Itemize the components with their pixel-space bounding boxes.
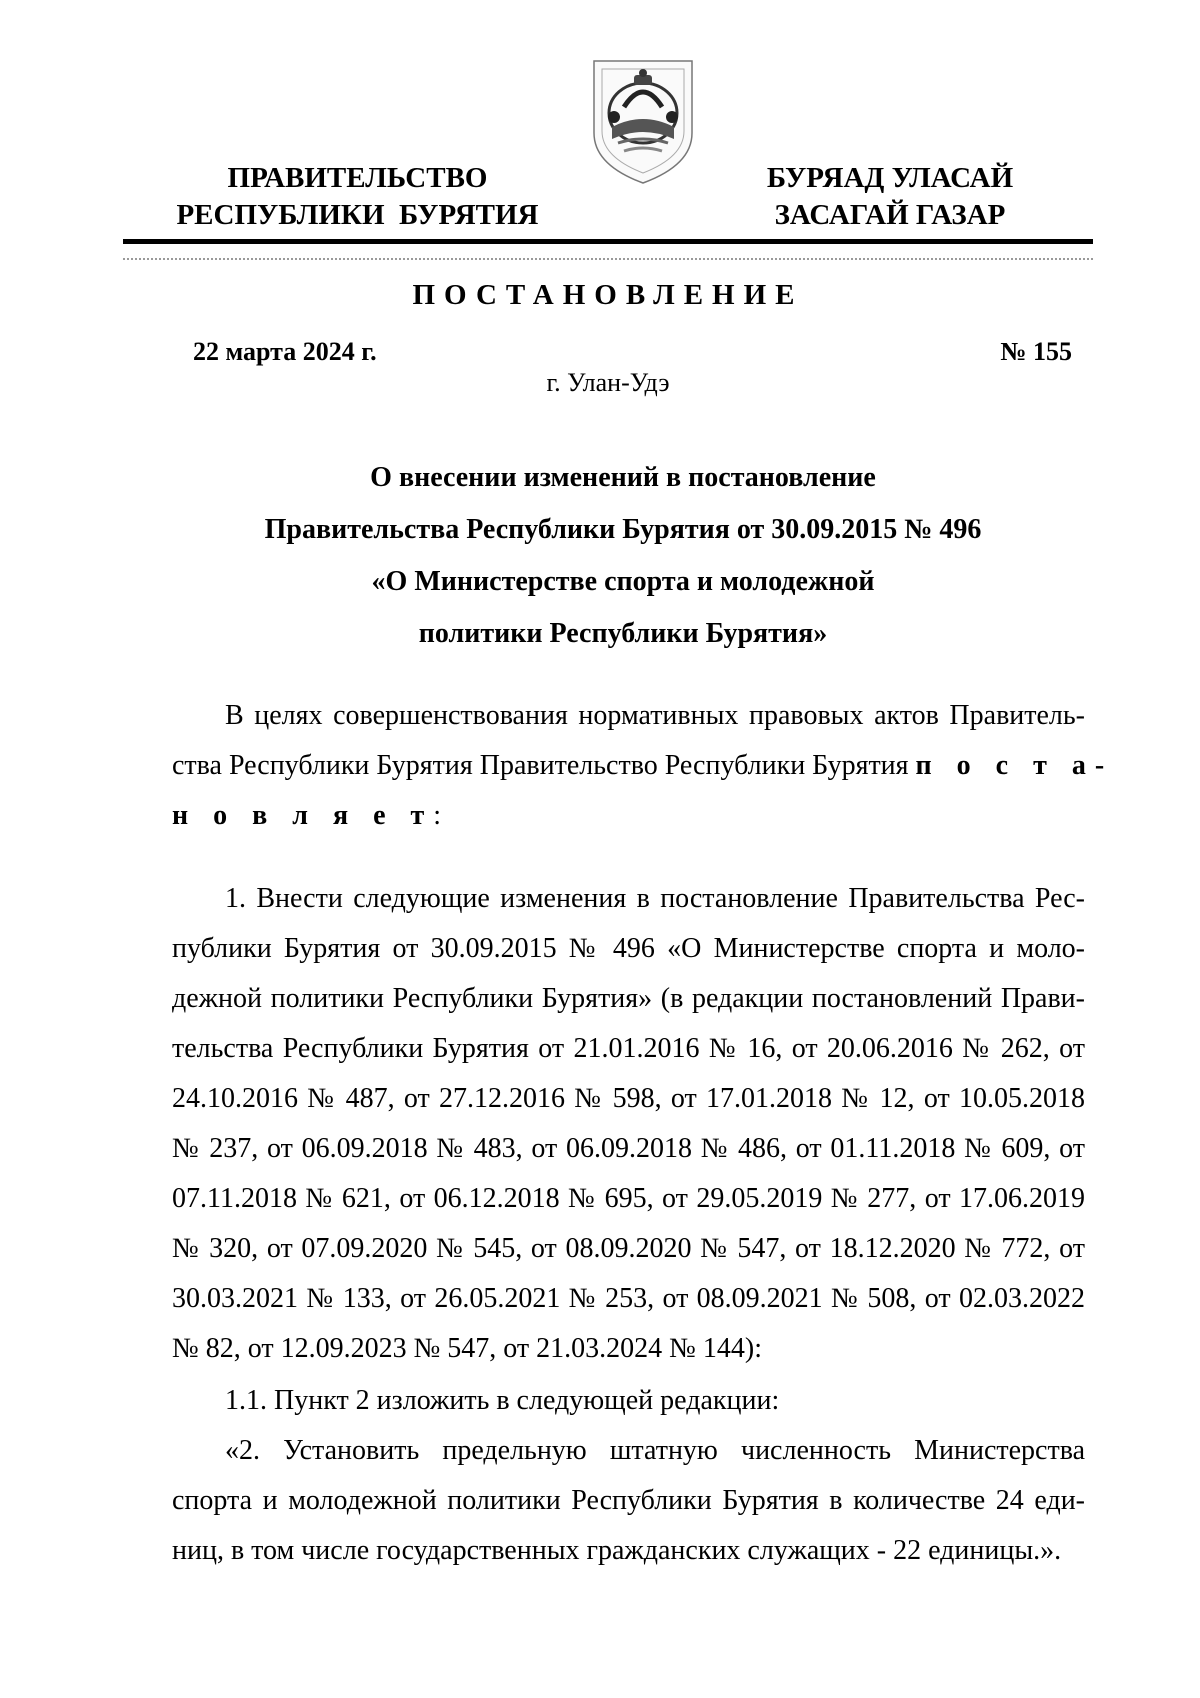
item-1-line: 24.10.2016 № 487, от 27.12.2016 № 598, от 17.01.2018 № 12, от 10.05.2018 [172,1083,1085,1114]
item-1-line: № 82, от 12.09.2023 № 547, от 21.03.2024 № 144): [172,1333,762,1364]
header-left-line2: РЕСПУБЛИКИ БУРЯТИЯ [176,199,539,231]
header-left [170,160,545,234]
title-line: политики Республики Бурятия» [418,618,828,649]
item-1-line: публики Бурятия от 30.09.2015 № 496 «О Министерстве спорта и моло- [172,933,1085,964]
preamble-line: В целях совершенствования нормативных правовых актов Правитель- [225,700,1085,731]
quote-line: ниц, в том числе государственных гражданских служащих - 22 единицы.». [172,1535,1062,1566]
quote-line: спорта и молодежной политики Республики Бурятия в количестве 24 еди- [172,1485,1085,1516]
preamble-spaced-word: п о с т а- [915,750,1114,781]
item-1-line: 30.03.2021 № 133, от 26.05.2021 № 253, от 08.09.2021 № 508, от 02.03.2022 [172,1283,1085,1314]
item-1-line: 1. Внести следующие изменения в постановление Правительства Рес- [225,883,1085,914]
title-line: Правительства Республики Бурятия от 30.09.2015 № 496 [264,514,982,545]
header-right-line2: ЗАСАГАЙ ГАЗАР [774,199,1006,231]
title-line: О внесении изменений в постановление [370,462,876,493]
document-type: ПОСТАНОВЛЕНИЕ [412,279,804,311]
header-divider-thin [123,258,1093,260]
quote-line: «2. Установить предельную штатную численность Министерства [225,1435,1085,1466]
title-line: «О Министерстве спорта и молодежной [371,566,875,597]
coat-of-arms-icon [588,55,698,187]
header-left-line1: ПРАВИТЕЛЬСТВО [227,162,488,194]
header-right-line1: БУРЯАД УЛАСАЙ [766,162,1014,194]
preamble-text: ства Республики Бурятия Правительство Республики Бурятия [172,750,909,781]
quote-paragraph [172,1426,1085,1576]
item-1-paragraph [172,874,1085,1374]
preamble-spaced-word: н о в л я е т [172,800,434,831]
document-title [173,452,1073,660]
item-1-line: дежной политики Республики Бурятия» (в редакции постановлений Прави- [172,983,1085,1014]
preamble-paragraph [172,691,1114,841]
document-city: г. Улан-Удэ [546,368,670,397]
header-divider [123,239,1093,244]
header-right [745,160,1035,234]
preamble-line [172,741,1114,791]
item-1-1-paragraph [172,1376,1085,1426]
preamble-colon: : [433,800,442,831]
item-1-line: тельства Республики Бурятия от 21.01.2016 № 16, от 20.06.2016 № 262, от [172,1033,1085,1064]
item-1-line: № 320, от 07.09.2020 № 545, от 08.09.2020 № 547, от 18.12.2020 № 772, от [172,1233,1085,1264]
document-number: № 155 [1000,337,1072,366]
item-1-1-line: 1.1. Пункт 2 изложить в следующей редакции: [225,1385,780,1416]
preamble-line [172,791,1085,841]
item-1-line: № 237, от 06.09.2018 № 483, от 06.09.2018 № 486, от 01.11.2018 № 609, от [172,1133,1085,1164]
document-date: 22 марта 2024 г. [193,337,377,366]
item-1-line: 07.11.2018 № 621, от 06.12.2018 № 695, от 29.05.2019 № 277, от 17.06.2019 [172,1183,1085,1214]
